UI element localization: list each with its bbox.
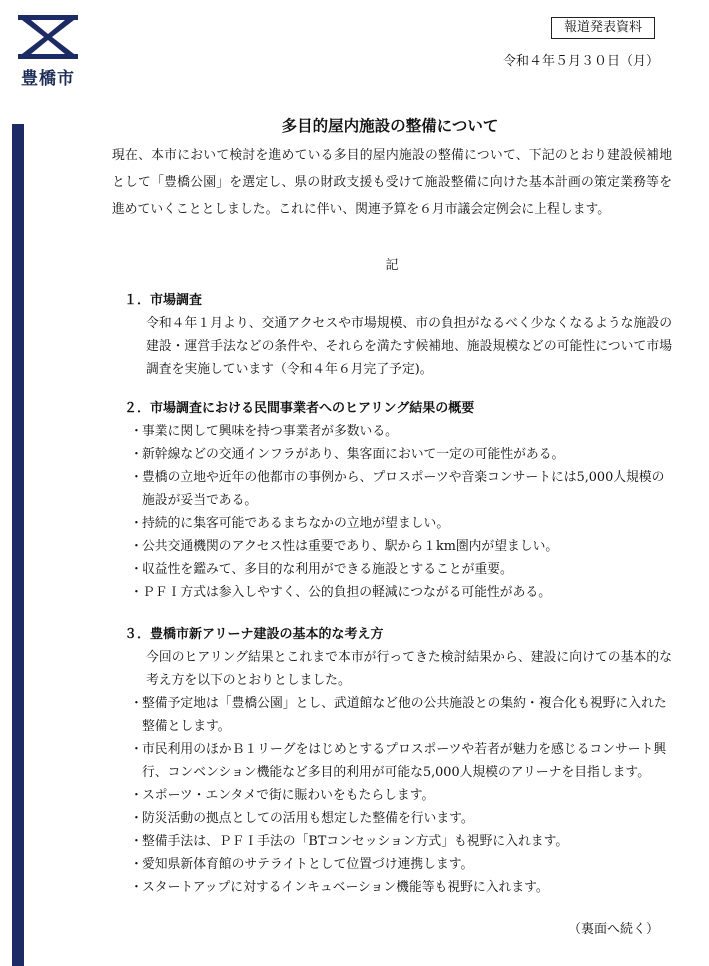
- section-paragraph: 令和４年１月より、交通アクセスや市場規模、市の負担がなるべく少なくなるような施設の建設・運営手法などの条件や、それらを満たす候補地、施設規模などの可能性について市場調査を実施しています（令和４年６月完了予定)。: [146, 316, 672, 377]
- list-item: ・ 新幹線などの交通インフラがあり、集客面において一定の可能性がある。: [130, 447, 565, 462]
- list-item: ・ 整備予定地は「豊橋公園」とし、武道館など他の公共施設との集約・複合化も視野に入れた整備とします。: [130, 696, 667, 734]
- list-item: ・ 収益性を鑑みて、多目的な利用ができる施設とすることが重要。: [130, 562, 513, 577]
- list-item: ・ 公共交通機関のアクセス性は重要であり、駅から１km圏内が望ましい。: [130, 539, 559, 554]
- section-market-research: [112, 290, 672, 381]
- left-accent-bar: [12, 124, 24, 966]
- page-title: 多目的屋内施設の整備について: [281, 117, 499, 135]
- section-heading: ２．市場調査における民間事業者へのヒアリング結果の概要: [124, 401, 475, 416]
- city-logo: [16, 14, 80, 89]
- bullet-list: [112, 420, 672, 604]
- list-item: ・ スポーツ・エンタメで街に賑わいをもたらします。: [130, 788, 435, 803]
- bullet-list: [112, 692, 672, 899]
- list-item: ・ 防災活動の拠点としての活用も想定した整備を行います。: [130, 811, 474, 826]
- ki-marker: 記: [385, 258, 399, 273]
- list-item: ・ 愛知県新体育館のサテライトとして位置づけ連携します。: [130, 857, 474, 872]
- list-item: ・ 整備手法は、ＰＦＩ手法の「BTコンセッション方式」も視野に入れます。: [130, 834, 569, 849]
- section-hearing-results: [112, 398, 672, 604]
- list-item: ・ 持続的に集客可能であるまちなかの立地が望ましい。: [130, 516, 450, 531]
- press-release-badge: 報道発表資料: [551, 17, 655, 39]
- list-item: ・ ＰＦＩ方式は参入しやすく、公的負担の軽減につながる可能性がある。: [130, 585, 551, 600]
- continued-note: （裏面へ続く）: [567, 922, 659, 937]
- section-basic-approach: [112, 624, 672, 899]
- intro-paragraph: 現在、本市において検討を進めている多目的屋内施設の整備について、下記のとおり建設候補地として「豊橋公園」を選定し、県の財政支援も受けて施設整備に向けた基本計画の策定業務等を進めていくこととしました。これに伴い、関連予算を６月市議会定例会に上程します。: [112, 148, 672, 217]
- logo-text: 豊橋市: [21, 69, 75, 89]
- list-item: ・ 豊橋の立地や近年の他都市の事例から、プロスポーツや音楽コンサートには5,000人規模の施設が妥当である。: [130, 470, 665, 508]
- section-paragraph: 今回のヒアリング結果とこれまで本市が行ってきた検討結果から、建設に向けての基本的な考え方を以下のとおりとしました。: [146, 650, 672, 688]
- section-heading: ３．豊橋市新アリーナ建設の基本的な考え方: [124, 627, 384, 642]
- section-heading: １．市場調査: [124, 293, 203, 308]
- list-item: ・ 事業に関して興味を持つ事業者が多数いる。: [130, 424, 398, 439]
- list-item: ・ 市民利用のほかＢ１リーグをはじめとするプロスポーツや若者が魅力を感じるコンサート興行、コンベンション機能など多目的利用が可能な5,000人規模のアリーナを目指します。: [130, 742, 667, 780]
- release-date: 令和４年５月３０日（月）: [502, 54, 659, 69]
- list-item: ・ スタートアップに対するインキュベーション機能等も視野に入れます。: [130, 880, 549, 895]
- toyohashi-emblem-icon: [16, 14, 80, 60]
